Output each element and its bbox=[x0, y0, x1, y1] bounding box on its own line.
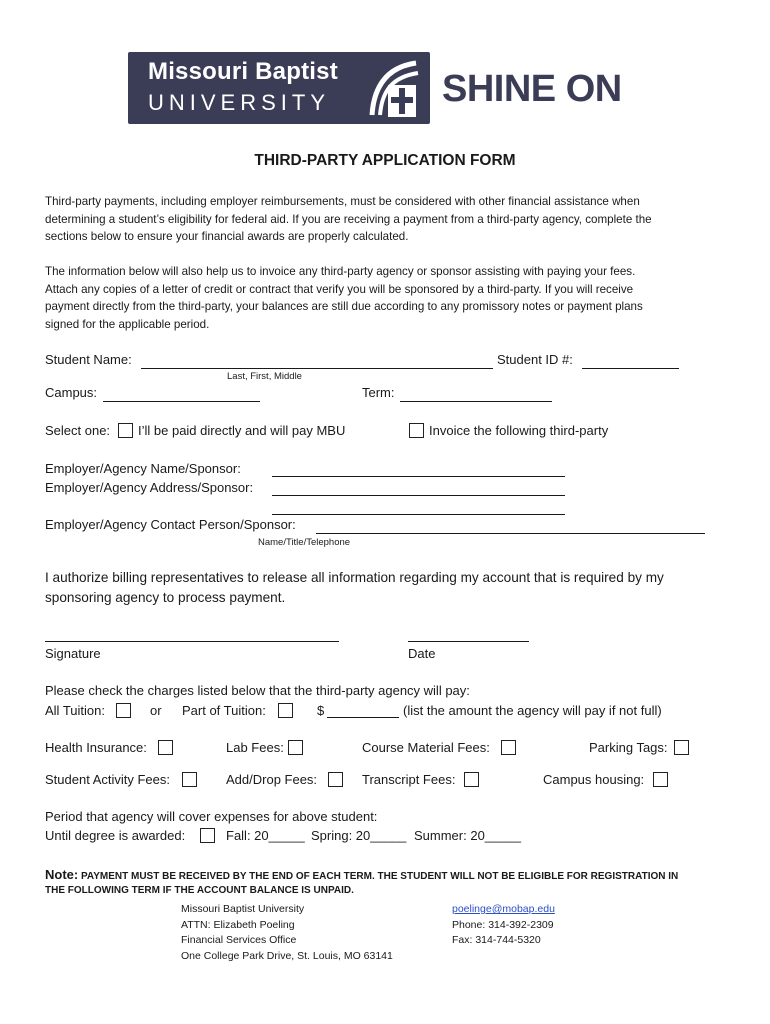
logo-university: UNIVERSITY bbox=[148, 90, 331, 115]
part-tuition-label: Part of Tuition: bbox=[182, 703, 266, 718]
authorization-text: I authorize billing representatives to release all information regarding my account that is required by my sponsoring agency to process payment. bbox=[45, 570, 664, 605]
campus-housing-checkbox[interactable] bbox=[653, 772, 668, 787]
select-one-label: Select one: bbox=[45, 423, 111, 438]
health-insurance-checkbox[interactable] bbox=[158, 740, 173, 755]
course-material-label: Course Material Fees: bbox=[362, 740, 490, 755]
logo-name: Missouri Baptist bbox=[148, 58, 338, 85]
campus-housing-label: Campus housing: bbox=[543, 772, 645, 787]
campus-label: Campus: bbox=[45, 385, 98, 400]
signature-field[interactable] bbox=[45, 641, 339, 642]
until-degree-checkbox[interactable] bbox=[200, 828, 215, 843]
employer-address-field-2[interactable] bbox=[272, 514, 565, 515]
add-drop-checkbox[interactable] bbox=[328, 772, 343, 787]
shine-on-tagline: SHINE ON bbox=[442, 68, 622, 110]
contact-phone: Phone: 314-392-2309 bbox=[452, 918, 554, 931]
date-label: Date bbox=[408, 646, 436, 661]
lab-fees-checkbox[interactable] bbox=[288, 740, 303, 755]
spring-term-field[interactable]: Spring: 20_____ bbox=[311, 828, 407, 843]
note-line-2: THE FOLLOWING TERM IF THE ACCOUNT BALANCE IS UNPAID. bbox=[45, 885, 354, 896]
contact-office: Financial Services Office bbox=[181, 934, 297, 947]
contact-org: Missouri Baptist University bbox=[181, 903, 305, 915]
date-field[interactable] bbox=[408, 641, 529, 642]
part-tuition-checkbox[interactable] bbox=[278, 703, 293, 718]
university-logo bbox=[128, 52, 430, 124]
amount-hint: (list the amount the agency will pay if not full) bbox=[403, 703, 662, 718]
or-label: or bbox=[150, 703, 162, 718]
employer-name-field[interactable] bbox=[272, 476, 565, 477]
email-link[interactable]: poelinge@mobap.edu bbox=[452, 903, 555, 915]
contact-person-label: Employer/Agency Contact Person/Sponsor: bbox=[45, 517, 296, 532]
contact-person-field[interactable] bbox=[316, 533, 705, 534]
contact-details bbox=[452, 902, 555, 949]
all-tuition-label: All Tuition: bbox=[45, 703, 105, 718]
dollar-sign: $ bbox=[317, 703, 325, 718]
contact-address: One College Park Drive, St. Louis, MO 63141 bbox=[181, 950, 393, 963]
mailing-address bbox=[181, 902, 393, 965]
intro-paragraph-1: Third-party payments, including employer reimbursements, must be considered with other financial assistance when determining a student’s eligibility for federal aid. If you are receiving a payment from a third-party agency, complete the sections below to ensure your financial awards are properly calculated. bbox=[45, 195, 652, 243]
student-name-hint: Last, First, Middle bbox=[227, 371, 302, 382]
activity-fees-checkbox[interactable] bbox=[182, 772, 197, 787]
parking-tags-checkbox[interactable] bbox=[674, 740, 689, 755]
summer-term-field[interactable]: Summer: 20_____ bbox=[414, 828, 521, 843]
transcript-checkbox[interactable] bbox=[464, 772, 479, 787]
activity-fees-label: Student Activity Fees: bbox=[45, 772, 171, 787]
student-name-field[interactable] bbox=[141, 368, 493, 369]
lab-fees-label: Lab Fees: bbox=[226, 740, 284, 755]
term-field[interactable] bbox=[400, 401, 552, 402]
contact-attn: ATTN: Elizabeth Poeling bbox=[181, 918, 295, 931]
period-intro: Period that agency will cover expenses for above student: bbox=[45, 809, 378, 824]
invoice-third-party-checkbox[interactable] bbox=[409, 423, 424, 438]
course-material-checkbox[interactable] bbox=[501, 740, 516, 755]
transcript-label: Transcript Fees: bbox=[362, 772, 456, 787]
tuition-amount-field[interactable] bbox=[327, 717, 399, 718]
paid-directly-checkbox[interactable] bbox=[118, 423, 133, 438]
paid-directly-label: I’ll be paid directly and will pay MBU bbox=[138, 423, 346, 438]
term-label: Term: bbox=[362, 385, 395, 400]
employer-address-label: Employer/Agency Address/Sponsor: bbox=[45, 480, 254, 495]
student-id-label: Student ID #: bbox=[497, 352, 573, 367]
note-line-1: Note: PAYMENT MUST BE RECEIVED BY THE END OF EACH TERM. THE STUDENT WILL NOT BE ELIGIBLE FOR REGISTRATION IN bbox=[45, 867, 679, 882]
fall-term-field[interactable]: Fall: 20_____ bbox=[226, 828, 305, 843]
invoice-third-party-label: Invoice the following third-party bbox=[429, 423, 609, 438]
charges-intro: Please check the charges listed below that the third-party agency will pay: bbox=[45, 683, 470, 698]
lighthouse-icon bbox=[366, 55, 430, 121]
health-insurance-label: Health Insurance: bbox=[45, 740, 147, 755]
intro-paragraph-2: The information below will also help us to invoice any third-party agency or sponsor assisting with paying your fees. Attach any copies of a letter of credit or contract that verify you will be sponsored by a third-party. If you will receive payment directly from the third-party, your balances are still due according to any promissory notes or payment plans signed for the applicable period. bbox=[45, 265, 643, 331]
add-drop-label: Add/Drop Fees: bbox=[226, 772, 318, 787]
student-name-label: Student Name: bbox=[45, 352, 132, 367]
employer-address-field[interactable] bbox=[272, 495, 565, 496]
until-degree-label: Until degree is awarded: bbox=[45, 828, 186, 843]
contact-fax: Fax: 314-744-5320 bbox=[452, 934, 541, 947]
contact-person-hint: Name/Title/Telephone bbox=[258, 537, 351, 548]
form-title: THIRD-PARTY APPLICATION FORM bbox=[254, 152, 516, 169]
student-id-field[interactable] bbox=[582, 368, 679, 369]
campus-field[interactable] bbox=[103, 401, 260, 402]
parking-tags-label: Parking Tags: bbox=[589, 740, 668, 755]
all-tuition-checkbox[interactable] bbox=[116, 703, 131, 718]
employer-name-label: Employer/Agency Name/Sponsor: bbox=[45, 461, 241, 476]
note-label: Note: bbox=[45, 867, 79, 882]
signature-label: Signature bbox=[45, 646, 101, 661]
